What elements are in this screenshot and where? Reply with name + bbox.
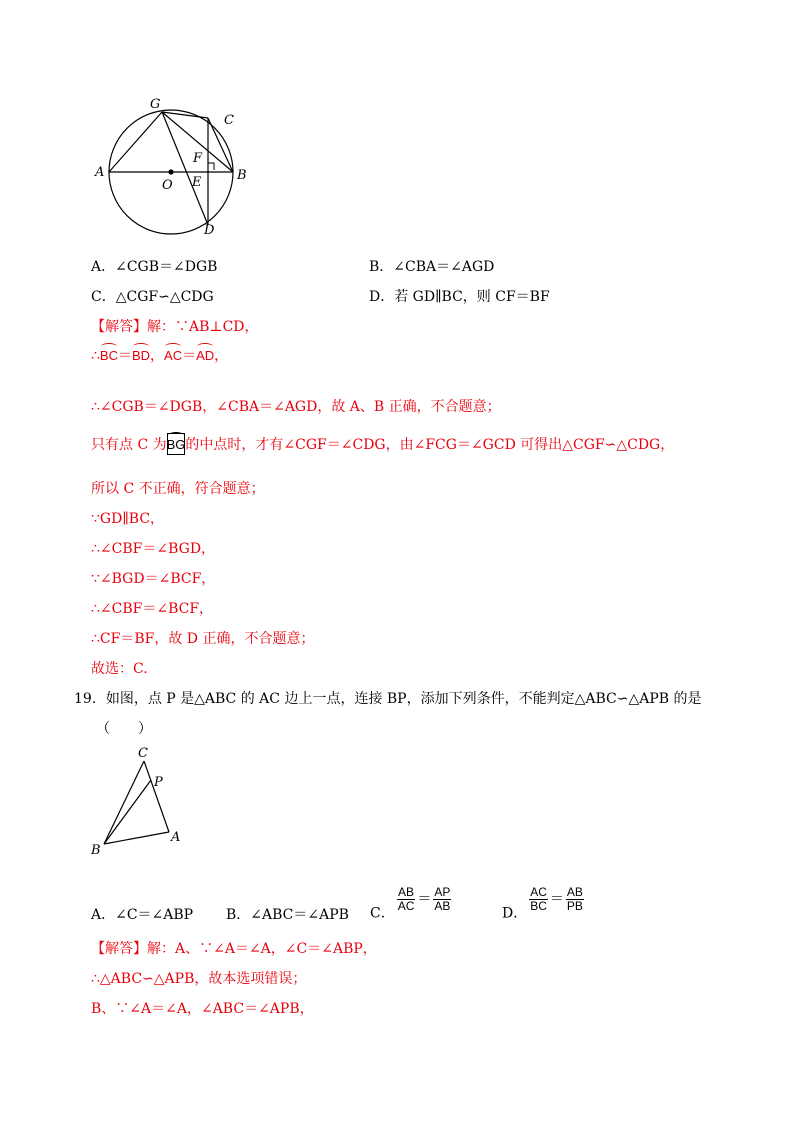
label-C: C — [224, 113, 234, 128]
label-O: O — [162, 178, 173, 193]
answer-tag: 【解答】 — [91, 319, 147, 335]
arc-bc: BC — [100, 343, 118, 365]
q18-answer-line-5: 所以 C 不正确，符合题意； — [91, 481, 265, 497]
q19-option-b: B．∠ABC＝∠APB — [226, 907, 349, 923]
q18-answer-intro: 【解答】解：∵AB⊥CD， — [91, 319, 259, 335]
arc-ad: AD — [196, 343, 214, 365]
arc-bg: BG — [167, 432, 186, 454]
q18-answer-line-7: ∴∠CBF＝∠BGD， — [91, 541, 216, 557]
q19-option-d: D． $\frac{AC}{BC}$ ＝ $\frac{AB}{PB}$ — [502, 885, 583, 922]
label-E: E — [192, 175, 202, 190]
q19-answer-line-2: ∴△ABC∽△APB，故本选项错误； — [91, 971, 307, 987]
q18-option-d: D．若 GD∥BC，则 CF＝BF — [369, 289, 550, 305]
q19-option-c: C． $\frac{AB}{AC}$ ＝ $\frac{AP}{AB}$ — [370, 885, 451, 922]
q19-option-a: A．∠C＝∠ABP — [91, 907, 194, 923]
fraction-ac-bc: $\frac{AC}{BC}$ — [530, 885, 547, 913]
label-B: B — [237, 168, 247, 183]
q18-option-c: C．△CGF∽△CDG — [91, 289, 214, 305]
q19-answer-paren: （ ） — [96, 721, 152, 737]
label-G: G — [150, 97, 161, 112]
q18-answer-line-4: 只有点 C 为BG的中点时，才有∠CGF＝∠CDG，由∠FCG＝∠GCD 可得出△CGF∽△CDG， — [91, 432, 674, 454]
fraction-ab-pb: $\frac{AB}{PB}$ — [566, 885, 583, 913]
label-B: B — [91, 843, 101, 858]
triangle-figure — [0, 740, 800, 860]
label-P: P — [154, 775, 163, 790]
q18-answer-line-8: ∵∠BGD＝∠BCF， — [91, 571, 216, 587]
q19-answer-line-1: 【解答】解：A、∵∠A＝∠A，∠C＝∠ABP， — [91, 941, 377, 957]
q19-answer-line-3: B、∵∠A＝∠A，∠ABC＝∠APB， — [91, 1001, 314, 1017]
q18-answer-line-9: ∴∠CBF＝∠BCF， — [91, 601, 214, 617]
arc-ac: AC — [164, 343, 182, 365]
q18-answer-line-10: ∴CF＝BF，故 D 正确，不合题意； — [91, 631, 315, 647]
fraction-ab-ac: $\frac{AB}{AC}$ — [397, 885, 415, 913]
label-F: F — [193, 151, 203, 166]
q18-answer-line-3: ∴∠CGB＝∠DGB，∠CBA＝∠AGD，故 A、B 正确，不合题意； — [91, 399, 501, 415]
q18-option-b: B．∠CBA＝∠AGD — [369, 259, 495, 275]
label-A: A — [171, 830, 181, 845]
label-A: A — [95, 165, 105, 180]
q19-stem: 19．如图，点 P 是△ABC 的 AC 边上一点，连接 BP，添加下列条件，不能判定△ABC∽△APB 的是 — [74, 691, 702, 707]
q18-answer-line-2: ∴BC＝BD，AC＝AD， — [91, 343, 228, 365]
label-C: C — [138, 746, 148, 761]
q18-answer-line-6: ∵GD∥BC， — [91, 511, 165, 527]
q18-option-a: A．∠CGB＝∠DGB — [91, 259, 218, 275]
arc-bd: BD — [132, 343, 150, 365]
fraction-ap-ab: $\frac{AP}{AB}$ — [434, 885, 451, 913]
q18-answer-line-11: 故选：C. — [91, 661, 148, 677]
circle-geometry-figure — [0, 0, 800, 240]
label-D: D — [204, 223, 215, 238]
